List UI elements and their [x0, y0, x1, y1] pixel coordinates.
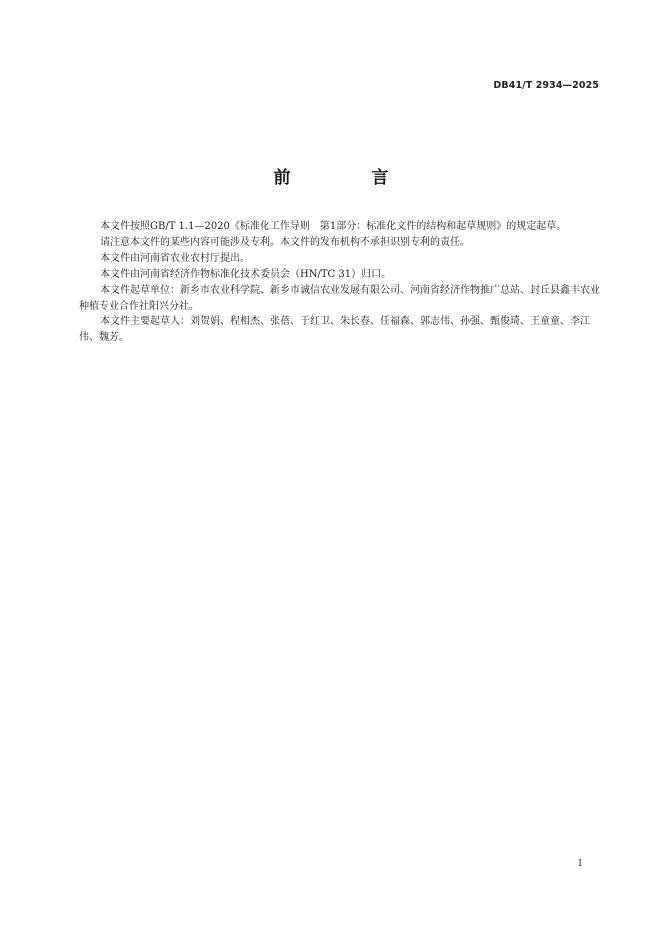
page-title: 前 言 [273, 168, 421, 188]
paragraph-drafting-units: 本文件起草单位：新乡市农业科学院、新乡市诚信农业发展有限公司、河南省经济作物推广总站、封丘县鑫丰农业种植专业合作社阳兴分社。 [79, 284, 600, 312]
foreword-body [79, 219, 604, 346]
paragraph-committee: 本文件由河南省经济作物标准化技术委员会（HN/TC 31）归口。 [100, 268, 392, 280]
paragraph-drafting-rules: 本文件按照GB/T 1.1—2020《标准化工作导则 第1部分：标准化文件的结构和起草规则》的规定起草。 [100, 221, 567, 232]
page-number: I [578, 858, 582, 869]
paragraph-patent-notice: 请注意本文件的某些内容可能涉及专利。本文件的发布机构不承担识别专利的责任。 [100, 236, 470, 248]
page-header: DB41/T 2934—2025 [493, 80, 599, 91]
paragraph-proposer: 本文件由河南省农业农村厅提出。 [100, 252, 250, 264]
paragraph-drafters: 本文件主要起草人：刘贺娟、程相杰、张蓓、于红卫、朱长春、任福森、郭志伟、孙强、甄俊琦、王童童、李江伟、魏芳。 [79, 316, 590, 344]
